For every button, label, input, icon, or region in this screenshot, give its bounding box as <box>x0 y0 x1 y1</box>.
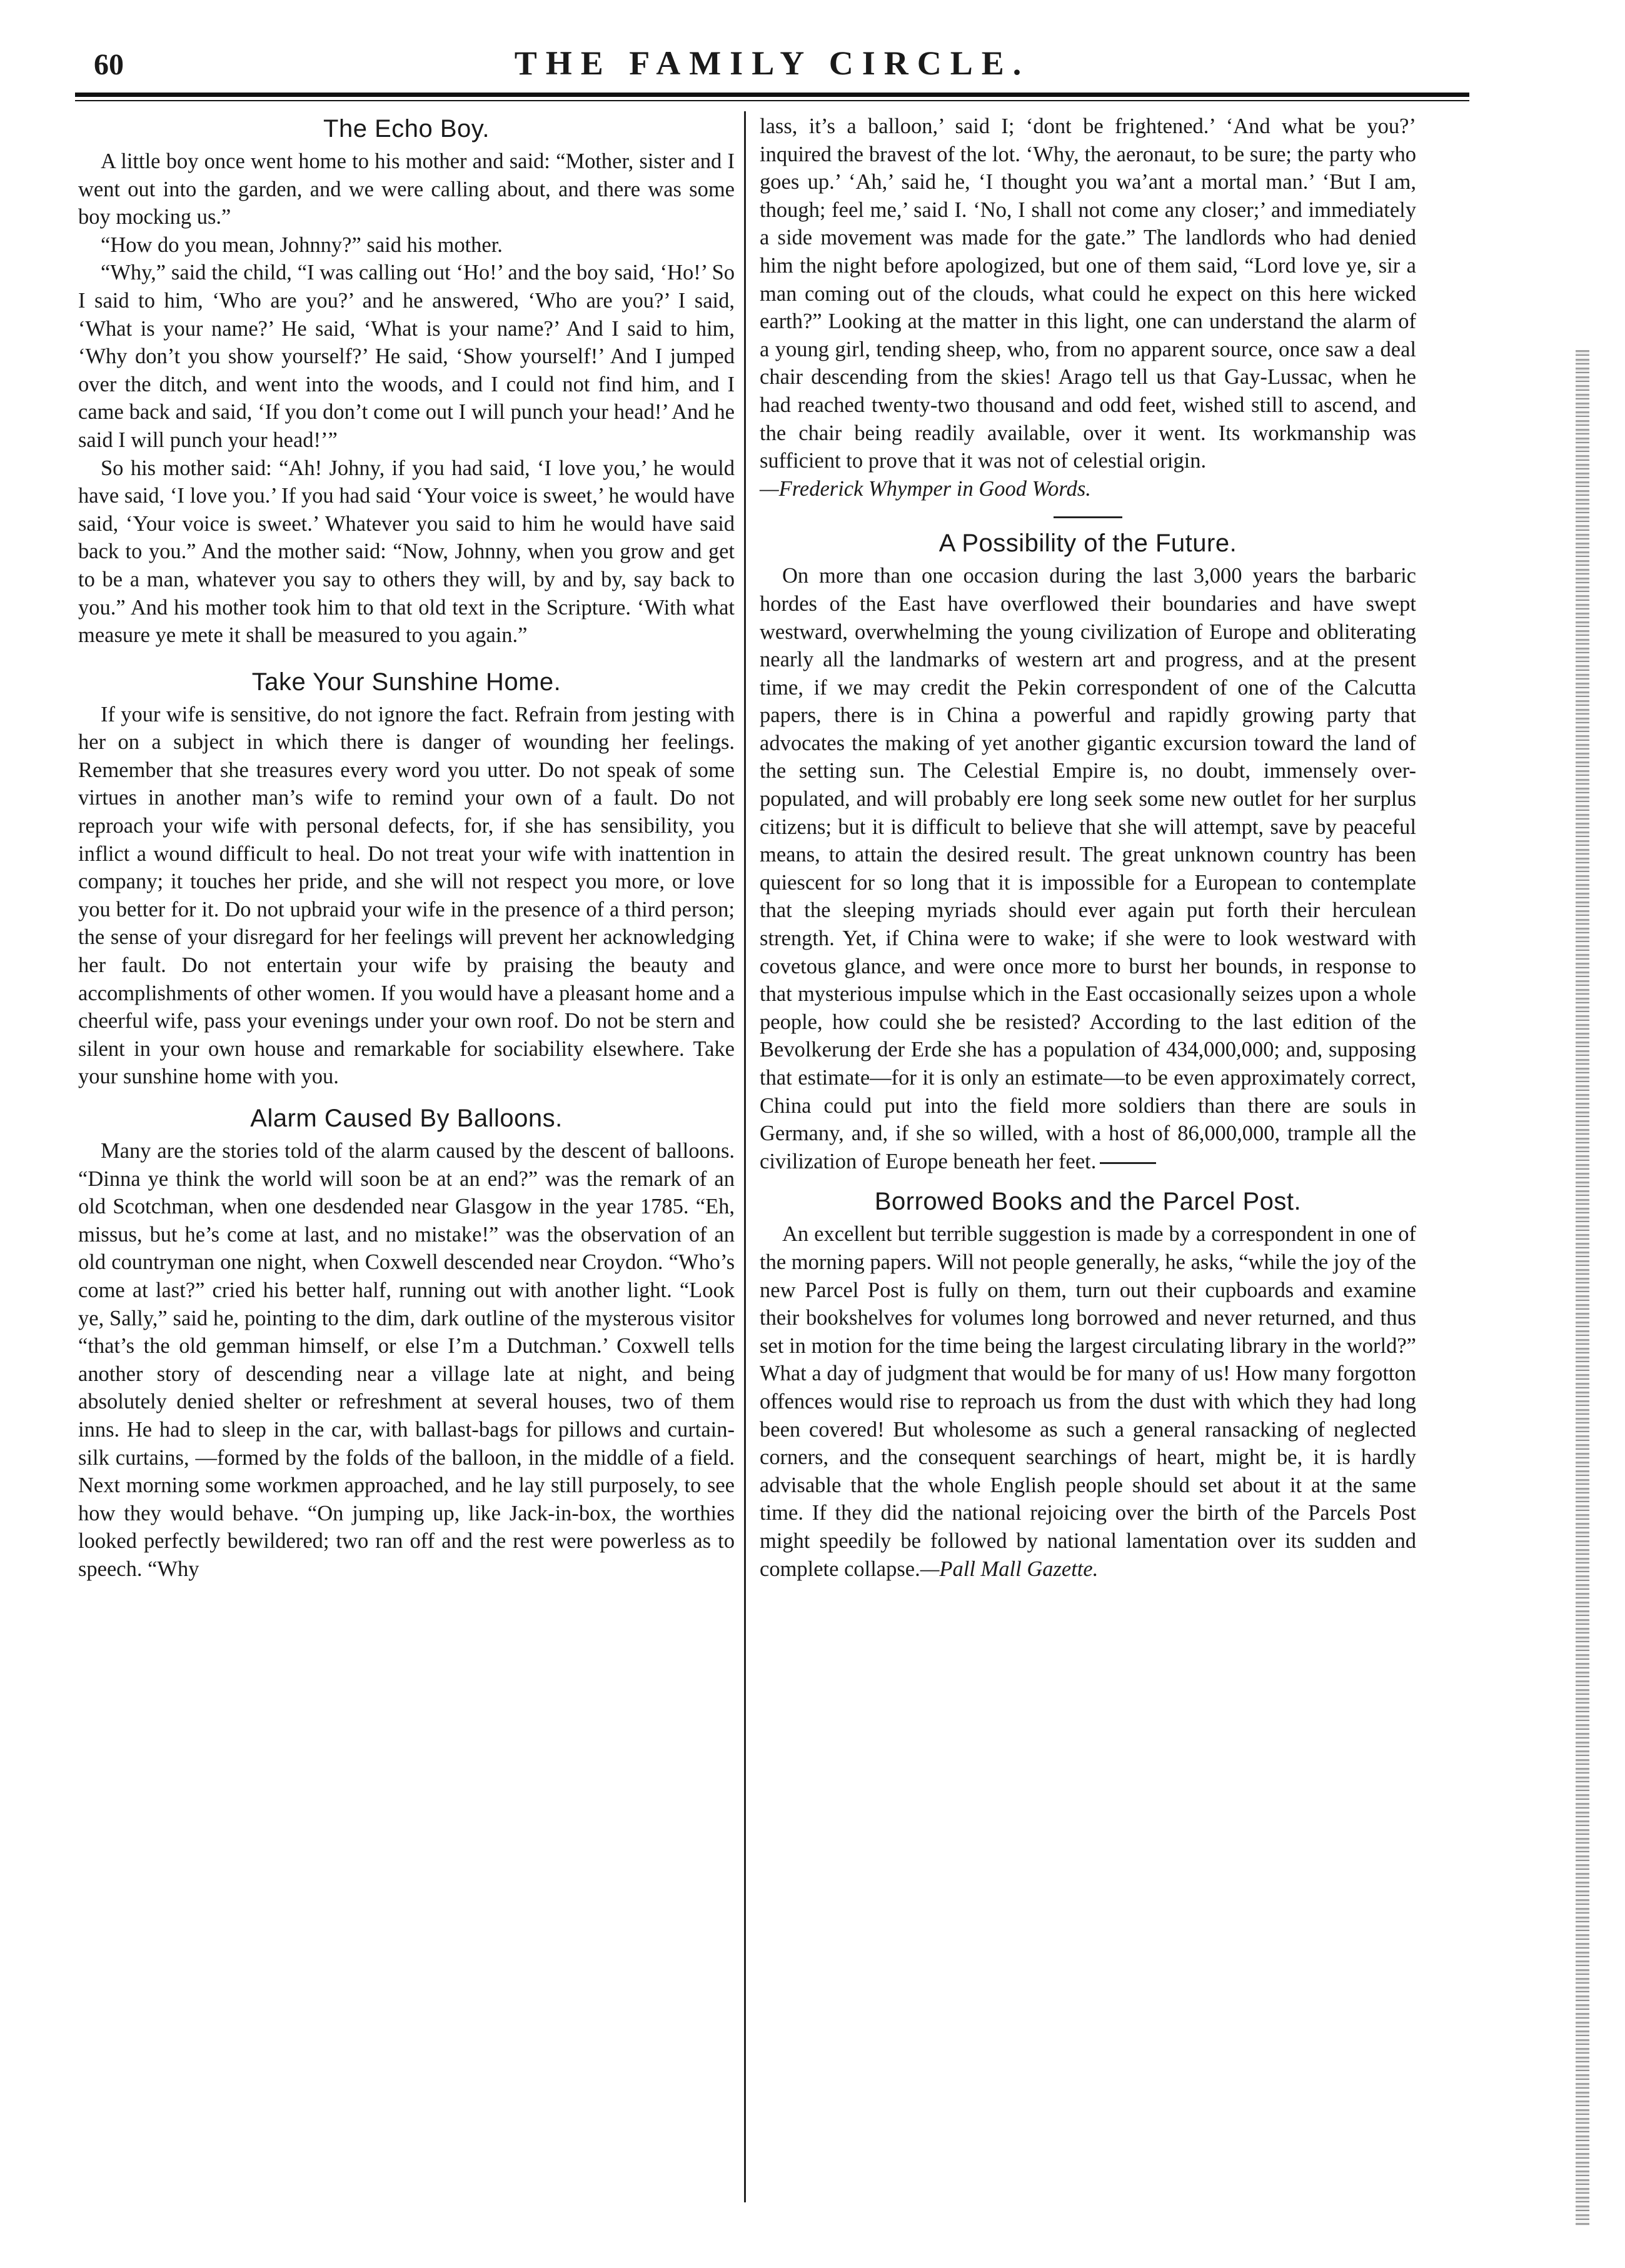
section-separator <box>1054 516 1122 518</box>
page-edge-shadow <box>1576 350 1589 2225</box>
left-column <box>78 113 735 1583</box>
article-heading: Borrowed Books and the Parcel Post. <box>874 1188 1302 1216</box>
article-parcel-post <box>760 1185 1416 1583</box>
right-column <box>760 113 1416 1583</box>
header-rule-thin <box>75 100 1469 101</box>
article-paragraph: “How do you mean, Johnny?” said his mother. <box>101 233 503 257</box>
article-paragraph: If your wife is sensitive, do not ignore the fact. Refrain from jesting with her on a subject in which there is danger of wounding her feelings. Remember that she treasures every word you utter. Do not speak of some virtues in another man’s wife to remind your own of a fault. Do not reproach your wife with personal defects, for, if she has sensibility, you inflict a wound difficult to heal. Do not treat your wife with inattention in company; it touches her pride, and she will not respect you more, or love you better for it. Do not upbraid your wife in the presence of a third person; the sense of your disregard for her feelings will prevent her acknowledging her fault. Do not entertain your wife by praising the beauty and accomplishments of other women. If you would have a pleasant home and a cheerful wife, pass your evenings under your own roof. Do not be stern and silent in your own house and remarkable for sociability elsewhere. Take your sunshine home with you. <box>78 702 735 1089</box>
article-paragraph: Many are the stories told of the alarm caused by the descent of balloons. “Dinna ye think the world will soon be at an end?” was the remark of an old Scotchman, when one desdended near Glasgow in the year 1785. “Eh, missus, but he’s come at last, and no mistake!” was the observation of an old countryman one night, when Coxwell descended near Croydon. “Who’s come at last?” cried his better half, running out with another light. “Look ye, Sally,” said he, pointing to the dim, dark outline of the mysterous visitor “that’s the old gemman himself, or else I’m a Dutchman.’ Coxwell tells another story of descending near a village late at night, and being absolutely denied shelter or refreshment at several houses, two of them inns. He had to sleep in the car, with ballast-bags for pillows and curtain-silk curtains, —formed by the folds of the balloon, in the middle of a field. Next morning some workmen approached, and he lay still purposely, to see how they would behave. “On jumping up, like Jack-in-box, the worthies looked perfectly bewildered; two ran off and the rest were powerless as to speech. “Why <box>78 1139 735 1581</box>
article-paragraph: A little boy once went home to his mother and said: “Mother, sister and I went out into the garden, and we were calling about, and there was some boy mocking us.” <box>78 149 735 229</box>
end-dash <box>1100 1162 1156 1164</box>
article-balloons-continued <box>760 113 1416 503</box>
article-text: An excellent but terrible suggestion is made by a correspondent in one of the morning papers. Will not people generally, he asks, “while the joy of the new Parcel Post is fully on them, turn out their cupboards and examine their bookshelves for volumes long borrowed and never returned, and thus set in motion for the time being the largest circulating library in the world?” What a day of judgment that would be for many of us! How many forgotton offences would rise to reproach us from the dust with which they had long been covered! But wholesome as such a general ransacking of neglected corners, and the consequent searchings of heart, might be, it is hardly advisable that the whole English people should set about it at the same time. If they did the national rejoicing over the birth of the Parcels Post might speedily be followed by national lamentation over its sudden and complete collapse. <box>760 1222 1416 1581</box>
article-echo-boy <box>78 113 735 650</box>
article-heading: The Echo Boy. <box>323 115 490 143</box>
article-sunshine <box>78 666 735 1091</box>
article-attribution: —Pall Mall Gazette. <box>920 1557 1099 1581</box>
article-attribution: —Frederick Whymper in Good Words. <box>760 476 1091 501</box>
article-heading: Alarm Caused By Balloons. <box>250 1105 563 1132</box>
page-number: 60 <box>94 48 124 81</box>
article-heading: A Possibility of the Future. <box>938 529 1237 558</box>
article-paragraph: lass, it’s a balloon,’ said I; ‘dont be frightened.’ ‘And what be you?’ inquired the bravest of the lot. ‘Why, the aeronaut, to be sure; the party who goes up.’ ‘Ah,’ said he, ‘I thought you wa’ant a mortal man.’ ‘But I am, though; feel me,’ said I. ‘No, I shall not come any closer;’ and immediately a side movement was made for the gate.” The landlords who had denied him the night before apologized, but one of them said, “Lord love ye, sir a man coming out of the clouds, what could he expect on this here wicked earth?” Looking at the matter in this light, one can understand the alarm of a young girl, tending sheep, who, from no apparent source, once saw a deal chair descending from the skies! Arago tell us that Gay-Lussac, when he had reached twenty-two thousand and odd feet, wished still to ascend, and the chair being readily available, over it went. Its workmanship was sufficient to prove that it was not of celestial origin. <box>760 114 1416 473</box>
article-balloons <box>78 1102 735 1583</box>
article-heading: Take Your Sunshine Home. <box>251 668 561 696</box>
article-future <box>760 527 1416 1175</box>
running-title: THE FAMILY CIRCLE. <box>514 44 1030 82</box>
header-rule-thick <box>75 93 1469 97</box>
article-paragraph <box>760 1220 1416 1583</box>
article-text: On more than one occasion during the last 3,000 years the barbaric hordes of the East have overflowed their boundaries and have swept westward, overwhelming the young civilization of Europe and obliterating nearly all the landmarks of western art and progress, and at the present time, if we may credit the Pekin correspondent of one of the Calcutta papers, there is in China a powerful and rapidly growing party that advocates the making of yet another gigantic excursion toward the land of the setting sun. The Celestial Empire is, no doubt, immensely over-populated, and will probably ere long seek some new outlet for her surplus citizens; but it is difficult to believe that she will attempt, save by peaceful means, to attain the desired result. The great unknown country has been quiescent for so long that it is impossible for a European to contemplate that the sleeping myriads should ever again put forth their herculean strength. Yet, if China were to wake; if she were to look westward with covetous glance, and were once more to burst her bounds, in response to that mysterious impulse which in the East occasionally seizes upon a whole people, how could she be resisted? According to the last edition of the Bevolkerung der Erde she has a population of 434,000,000; and, supposing that estimate—for it is only an estimate—to be even approximately correct, China could put into the field more soldiers than there are souls in Germany, and, if she so willed, with a host of 86,000,000, trample all the civilization of Europe beneath her feet. <box>760 564 1416 1173</box>
article-paragraph: So his mother said: “Ah! Johny, if you had said, ‘I love you,’ he would have said, ‘I love you.’ If you had said ‘Your voice is sweet,’ he would have said, ‘Your voice is sweet.’ Whatever you said to him he would have said back to you.” And the mother said: “Now, Johnny, when you grow and get to be a man, whatever you say to others they will, by and by, say back to you.” And his mother took him to that old text in the Scripture. ‘With what measure ye mete it shall be measured to you again.” <box>78 456 735 648</box>
column-divider <box>744 111 746 2202</box>
article-paragraph: “Why,” said the child, “I was calling out ‘Ho!’ and the boy said, ‘Ho!’ So I said to him, ‘Who are you?’ and he answered, ‘Who are you?’ I said, ‘What is your name?’ He said, ‘What is your name?’ And I said to him, ‘Why don’t you show yourself?’ He said, ‘Show yourself!’ And I jumped over the ditch, and went into the woods, and I could not find him, and I came back and said, ‘If you don’t come out I will punch your head!’ And he said I will punch your head!’” <box>78 261 735 452</box>
article-paragraph <box>760 562 1416 1175</box>
